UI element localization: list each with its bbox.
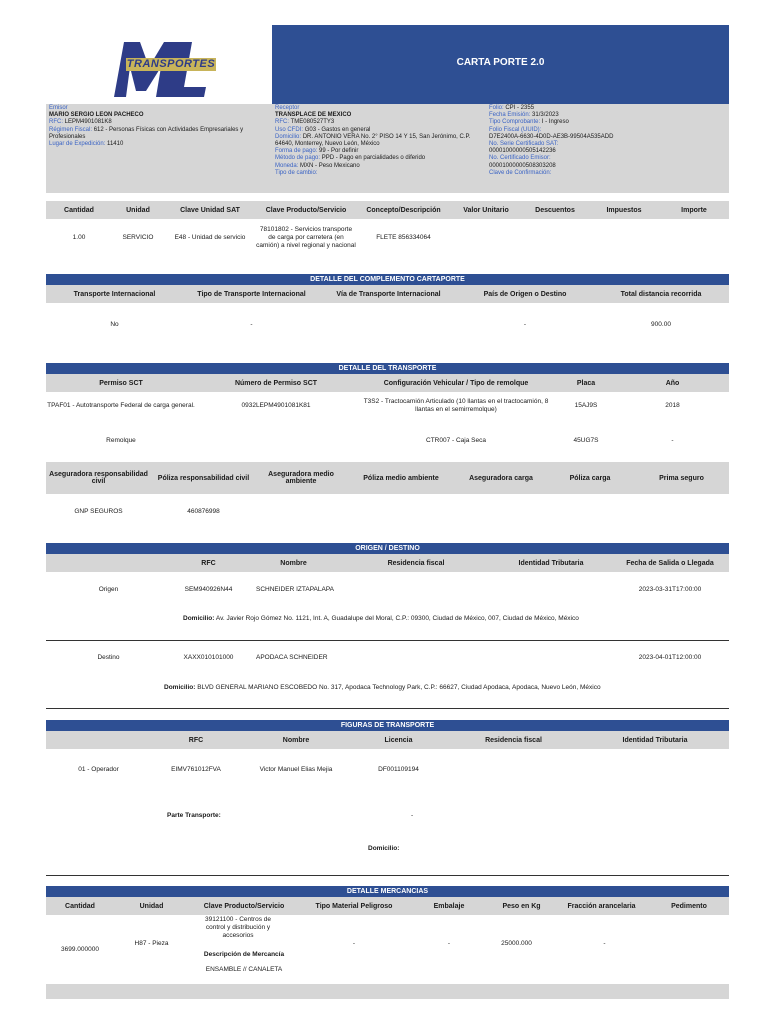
col-anio: Año <box>665 379 680 387</box>
col-total-distancia: Total distancia recorrida <box>620 290 702 298</box>
col-peso: Peso en Kg <box>502 902 541 910</box>
concepto-cantidad: 1.00 <box>72 234 86 241</box>
conceptos-row <box>46 219 729 257</box>
col-residencia-fiscal: Residencia fiscal <box>387 559 445 567</box>
col-poliza-ma: Póliza medio ambiente <box>363 474 439 482</box>
figuras-title-bar: FIGURAS DE TRANSPORTE <box>46 720 729 731</box>
serie-sat-value: 00001000000505142236 <box>489 148 556 155</box>
anio-value: 2018 <box>665 401 680 409</box>
col-pedimento: Pedimento <box>671 902 707 910</box>
col-cantidad-mercancia: Cantidad <box>65 902 95 910</box>
complemento-header <box>46 285 729 303</box>
col-numero-permiso-sct: Número de Permiso SCT <box>234 379 318 387</box>
tipo-comprobante: I - Ingreso <box>541 119 569 126</box>
origen-destino-divider <box>46 640 729 641</box>
origen-destino-title-bar: ORIGEN / DESTINO <box>46 543 729 554</box>
figura-domicilio-label: Domicilio: <box>368 845 400 852</box>
uuid-value: D7E2400A-6630-4D0D-AE3B-99504A535ADD <box>489 133 614 140</box>
emisor-regimen: 612 - Personas Físicas con Actividades Empresariales y Profesionales <box>49 126 244 140</box>
col-aseguradora-rc: Aseguradora responsabilidad civil <box>49 471 148 485</box>
col-descuentos: Descuentos <box>535 206 575 214</box>
transporte-row-2 <box>46 432 729 450</box>
col-aseguradora-ma: Aseguradora medio ambiente <box>268 471 334 485</box>
receptor-domicilio-label: Domicilio: <box>275 133 302 140</box>
col-clave-producto: Clave Producto/Servicio <box>265 206 347 214</box>
origen-domicilio <box>183 615 723 623</box>
transporte-header <box>46 374 729 392</box>
receptor-moneda: MXN - Peso Mexicano <box>300 162 360 169</box>
mercancia-clave: 39121100 - Centros de control y distribución y accesorios <box>204 916 271 939</box>
col-permiso-sct: Permiso SCT <box>99 379 143 387</box>
col-prima-seguro: Prima seguro <box>659 474 704 482</box>
concepto-unidad: SERVICIO <box>122 234 154 241</box>
uuid-label: Folio Fiscal (UUID): <box>489 126 542 133</box>
mercancia-fraccion: - <box>603 940 606 947</box>
receptor-tipo-cambio-label: Tipo de cambio: <box>275 169 318 176</box>
seguros-header <box>46 462 729 494</box>
concepto-clave-unidad: E48 - Unidad de servicio <box>174 234 246 241</box>
transporte-title-bar: DETALLE DEL TRANSPORTE <box>46 363 729 374</box>
destino-domicilio <box>164 684 724 692</box>
col-rfc-ubicacion: RFC <box>201 559 216 567</box>
destino-rfc: XAXX010101000 <box>183 654 234 661</box>
remolque-anio: - <box>671 437 674 444</box>
origen-domicilio-label: Domicilio: <box>183 615 215 622</box>
fecha-emision-label: Fecha Emisión: <box>489 112 531 119</box>
mercancia-cantidad: 3699.000000 <box>61 946 99 953</box>
receptor-metodo-label: Método de pago: <box>275 155 321 162</box>
emisor-rfc-label: RFC: <box>49 119 63 126</box>
col-impuestos: Impuestos <box>606 206 642 214</box>
col-poliza-rc: Póliza responsabilidad civil <box>157 474 250 482</box>
col-via-transporte-internacional: Vía de Transporte Internacional <box>336 290 441 298</box>
serie-sat-label: No. Serie Certificado SAT: <box>489 141 559 148</box>
origen-destino-header <box>46 554 729 572</box>
receptor-rfc-label: RFC: <box>275 119 289 126</box>
pais-origen-destino-value: - <box>523 321 527 328</box>
origen-fecha: 2023-03-31T17:00:00 <box>638 586 702 593</box>
tipo-transporte-internacional-value: - <box>250 321 253 328</box>
cert-emisor-label: No. Certificado Emisor: <box>489 155 551 162</box>
concepto-clave-producto: 78101802 - Servicios transporte de carga por carretera (en camión) a nivel regional y nacional <box>256 226 356 249</box>
receptor-moneda-label: Moneda: <box>275 162 299 169</box>
emisor-rfc: LEPM4901081K8 <box>64 119 112 126</box>
receptor-uso: G03 - Gastos en general <box>304 126 371 133</box>
origen-row <box>46 583 729 597</box>
col-aseguradora-carga: Aseguradora carga <box>469 474 533 482</box>
origen-tipo: Origen <box>98 586 119 593</box>
mercancias-title-bar: DETALLE MERCANCIAS <box>46 886 729 897</box>
logo-subtext: TRANSPORTES <box>126 58 216 70</box>
concepto-descripcion: FLETE 856334064 <box>376 234 431 241</box>
mercancia-embalaje: - <box>447 940 451 947</box>
parte-transporte-label: Parte Transporte: <box>167 812 221 819</box>
parte-transporte-value: - <box>411 812 414 819</box>
col-importe: Importe <box>681 206 707 214</box>
emisor-section <box>49 105 271 148</box>
cert-emisor-value: 00001000000508303208 <box>489 162 556 169</box>
receptor-heading: Receptor <box>275 105 300 111</box>
col-poliza-carga: Póliza carga <box>569 474 611 482</box>
logo <box>46 25 272 104</box>
col-tipo-transporte-internacional: Tipo de Transporte Internacional <box>197 290 306 298</box>
figura-rfc: EIMV761012FVA <box>171 766 221 773</box>
folio-section <box>489 105 727 177</box>
destino-domicilio-label: Domicilio: <box>164 684 196 691</box>
col-unidad-mercancia: Unidad <box>139 902 164 910</box>
emisor-heading: Emisor <box>49 105 68 111</box>
total-distancia-value: 900.00 <box>651 321 671 328</box>
complemento-title-bar: DETALLE DEL COMPLEMENTO CARTAPORTE <box>46 274 729 285</box>
fecha-emision: 31/3/2023 <box>532 112 559 119</box>
col-residencia-fiscal-figura: Residencia fiscal <box>485 736 542 744</box>
col-embalaje: Embalaje <box>433 902 465 910</box>
figura-licencia: DF001109194 <box>378 766 419 773</box>
mercancias-footer-band <box>46 984 729 999</box>
destino-nombre: APODACA SCHNEIDER <box>256 654 328 661</box>
col-nombre-figura: Nombre <box>282 736 310 744</box>
col-pais-origen-destino: País de Origen o Destino <box>483 290 567 298</box>
transporte-row-1 <box>46 393 729 418</box>
col-fraccion-arancelaria: Fracción arancelaria <box>567 902 636 910</box>
figuras-divider <box>46 875 729 876</box>
mercancia-peso: 25000.000 <box>501 940 532 947</box>
seguros-row <box>46 505 729 519</box>
configuracion-vehicular-value: T3S2 - Tractocamión Articulado (10 llantas en el tractocamión, 8 llantas en el semirremolque) <box>363 397 549 413</box>
mercancias-header <box>46 897 729 915</box>
aseguradora-rc-value: GNP SEGUROS <box>74 508 123 515</box>
col-valor-unitario: Valor Unitario <box>463 206 509 214</box>
document-title-bar <box>272 25 729 104</box>
document-title: CARTA PORTE 2.0 <box>456 57 545 68</box>
col-identidad-tributaria: Identidad Tributaria <box>518 559 584 567</box>
remolque-placa: 45UG7S <box>573 437 599 444</box>
figura-nombre: Victor Manuel Elias Mejia <box>259 766 333 773</box>
col-configuracion-vehicular: Configuración Vehicular / Tipo de remolque <box>383 379 529 387</box>
col-material-peligroso: Tipo Material Peligroso <box>315 902 393 910</box>
permiso-sct-value: TPAF01 - Autotransporte Federal de carga general. <box>47 401 195 409</box>
figuras-row <box>46 763 729 777</box>
destino-domicilio-value: BLVD GENERAL MARIANO ESCOBEDO No. 317, Apodaca Technology Park, C.P.: 66627, Ciudad Apodaca, Apodaca, Nuevo León, México <box>197 684 601 691</box>
folio-label: Folio: <box>489 105 504 111</box>
destino-row <box>46 651 729 665</box>
col-nombre-ubicacion: Nombre <box>280 559 307 567</box>
folio-value: CPI - 2355 <box>505 105 535 111</box>
col-clave-producto-mercancia: Clave Producto/Servicio <box>203 902 285 910</box>
receptor-domicilio: DR. ANTONIO VERA No. 2° PISO 14 Y 15, San Jerónimo, C.P. 64640, Monterrey, Nuevo León, México <box>275 133 471 148</box>
col-unidad: Unidad <box>126 206 150 214</box>
tipo-comprobante-label: Tipo Comprobante: <box>489 119 541 126</box>
receptor-forma: 99 - Por definir <box>319 148 359 155</box>
col-identidad-tributaria-figura: Identidad Tributaria <box>622 736 688 744</box>
col-licencia: Licencia <box>384 736 413 744</box>
col-clave-unidad: Clave Unidad SAT <box>180 206 240 214</box>
mercancia-unidad: H87 - Pieza <box>134 940 169 947</box>
col-cantidad: Cantidad <box>64 206 94 214</box>
col-fecha-salida-llegada: Fecha de Salida o Llegada <box>626 559 714 567</box>
destino-divider <box>46 708 729 709</box>
figuras-header <box>46 731 729 749</box>
receptor-forma-label: Forma de pago: <box>275 148 318 155</box>
receptor-metodo: PPD - Pago en parcialidades o diferido <box>321 155 426 162</box>
origen-domicilio-value: Av. Javier Rojo Gómez No. 1121, Int. A, Guadalupe del Moral, C.P.: 09300, Ciudad de México, 007, Ciudad de México, México <box>215 615 579 622</box>
mercancia-descripcion: ENSAMBLE // CANALETA <box>205 966 283 973</box>
destino-fecha: 2023-04-01T12:00:00 <box>638 654 702 661</box>
numero-permiso-sct-value: 0932LEPM4901081K81 <box>241 401 311 409</box>
destino-tipo: Destino <box>97 654 120 661</box>
receptor-rfc: TME080527TY3 <box>290 119 335 126</box>
remolque-subtipo: CTR007 - Caja Seca <box>426 437 486 444</box>
receptor-section <box>275 105 487 177</box>
emisor-name: MARIO SERGIO LEON PACHECO <box>49 112 144 119</box>
clave-confirmacion-label: Clave de Confirmación: <box>489 169 552 176</box>
receptor-uso-label: Uso CFDI: <box>275 126 304 133</box>
col-rfc-figura: RFC <box>188 736 204 744</box>
receptor-name: TRANSPLACE DE MEXICO <box>275 112 352 119</box>
origen-nombre: SCHNEIDER IZTAPALAPA <box>256 586 335 593</box>
emisor-regimen-label: Régimen Fiscal: <box>49 126 93 133</box>
origen-rfc: SEM940926N44 <box>184 586 233 593</box>
col-concepto: Concepto/Descripción <box>366 206 441 214</box>
col-transporte-internacional: Transporte Internacional <box>73 290 156 298</box>
remolque-label: Remolque <box>106 437 136 444</box>
mercancia-peligroso: - <box>352 940 356 947</box>
mercancia-descripcion-label: Descripción de Mercancía <box>203 951 285 958</box>
poliza-rc-value: 460876998 <box>187 508 220 515</box>
emisor-lugar-label: Lugar de Expedición: <box>49 141 106 148</box>
emisor-lugar: 11410 <box>107 141 124 148</box>
complemento-row <box>46 315 729 335</box>
transporte-internacional-value: No <box>110 321 119 328</box>
conceptos-header <box>46 201 729 219</box>
figura-tipo: 01 - Operador <box>78 766 119 773</box>
col-placa: Placa <box>576 379 596 387</box>
placa-value: 15AJ9S <box>574 401 598 409</box>
